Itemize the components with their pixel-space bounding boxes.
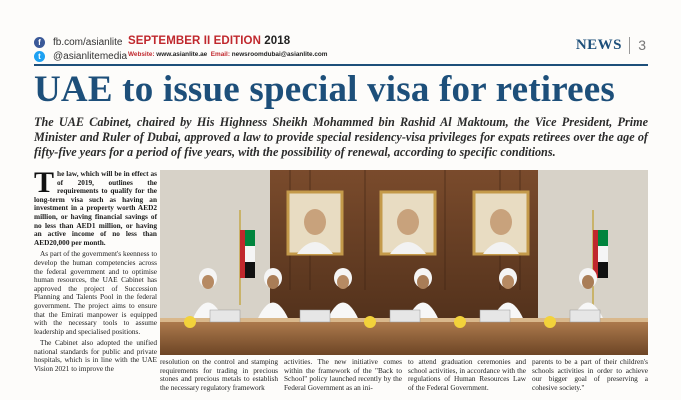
drop-cap: T <box>34 166 55 199</box>
edition-name: SEPTEMBER II EDITION <box>128 35 261 47</box>
twitter-row[interactable] <box>34 50 127 63</box>
article-body-column-3: activities. The new initiative comes within the framework of the "Back to School" policy launched recently by the Federal Government as an ini- <box>284 357 402 392</box>
photo-illustration <box>160 170 648 355</box>
divider <box>629 37 630 54</box>
article-body-column-5: parents to be a part of their children's schools activities in order to achieve our bigger goal of preserving a cohesive society." <box>532 357 648 392</box>
contact-line <box>128 51 327 58</box>
body-paragraph: The Cabinet also adopted the unified national standards for public and private hospitals, which is in line with the UAE Vision 2021 to improve the <box>34 338 157 374</box>
body-paragraph: As part of the government's keenness to develop the human competencies across the federal government and to optimise human resources, the UAE Cabinet has approved the project of Succession Planning and Talents Pool in the federal government. The project aims to ensure that the Emirati manpower is equipped with the necessary tools to assume leadership and specialised positions. <box>34 249 157 336</box>
website-label: Website: <box>128 51 155 58</box>
twitter-icon: t <box>34 51 45 62</box>
section-title: NEWS <box>575 37 622 53</box>
lead-text: he law, which will be in effect as of 2019, outlines the requirements to qualify for the long-term visa such as having an investment in a property worth AED2 million, or having financial savings of no less than AED1 million, or having an active income of no less than AED20,000 per month. <box>34 169 157 247</box>
article-body-column-4: to attend graduation ceremonies and school activities, in accordance with the regulations of Human Resources Law of the Federal Government. <box>408 357 526 392</box>
masthead-rule <box>34 64 648 66</box>
edition-year: 2018 <box>264 35 291 47</box>
email-link[interactable]: newsroomdubai@asianlite.com <box>231 51 328 58</box>
article-standfirst: The UAE Cabinet, chaired by His Highness Sheikh Mohammed bin Rashid Al Maktoum, the Vice President, Prime Minister and Ruler of Dubai, approved a law to provide special residency-visa privileges for expats retirees over the age of fifty-five years for a period of five years, with the possibility of renewal, according to specific conditions. <box>34 115 648 159</box>
article-body-column-2: resolution on the control and stamping requirements for trading in precious stones and precious metals to establish the necessary regulatory framework <box>160 357 278 392</box>
facebook-row[interactable] <box>34 36 122 49</box>
masthead <box>34 34 648 64</box>
website-link[interactable]: www.asianlite.ae <box>156 51 208 58</box>
page-number: 3 <box>638 37 646 53</box>
edition-label <box>128 35 290 47</box>
email-label: Email: <box>210 51 230 58</box>
lead-paragraph <box>34 166 157 247</box>
article-body-left-column <box>34 166 157 377</box>
cabinet-meeting-photo <box>160 170 648 355</box>
facebook-handle[interactable]: fb.com/asianlite <box>53 37 123 48</box>
article-headline: UAE to issue special visa for retirees <box>34 69 616 110</box>
twitter-handle[interactable]: @asianlitemedia <box>53 51 128 62</box>
facebook-icon: f <box>34 37 45 48</box>
